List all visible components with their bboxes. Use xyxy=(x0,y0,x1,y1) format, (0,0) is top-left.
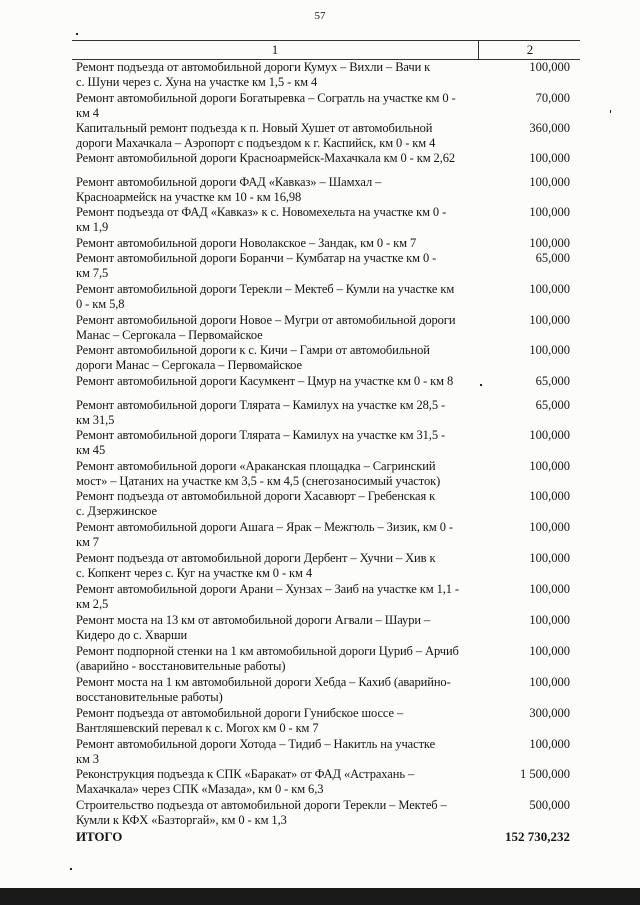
row-value: 65,000 xyxy=(535,251,570,265)
total-label: ИТОГО xyxy=(76,829,123,844)
row-value: 100,000 xyxy=(529,236,570,250)
total-value: 152 730,232 xyxy=(505,829,570,844)
row-value: 100,000 xyxy=(529,737,570,751)
row-value: 100,000 xyxy=(529,613,570,627)
row-value: 100,000 xyxy=(529,282,570,296)
row-name: Ремонт автомобильной дороги Касумкент – Цмур на участке км 0 - км 8 xyxy=(76,374,454,388)
column-header-2: 2 xyxy=(478,41,581,59)
row-value: 100,000 xyxy=(529,428,570,442)
row-name: Ремонт автомобильной дороги Новое – Мугри от автомобильной дороги Манас – Сергокала – Первомайское xyxy=(76,313,456,342)
row-value: 1 500,000 xyxy=(520,767,570,781)
row-name: Ремонт автомобильной дороги Тлярата – Камилух на участке км 31,5 - км 45 xyxy=(76,428,446,457)
row-value: 100,000 xyxy=(529,551,570,565)
scan-speck xyxy=(70,868,72,870)
row-name: Ремонт автомобильной дороги ФАД «Кавказ» – Шамхал – Красноармейск на участке км 10 - км 16,98 xyxy=(76,175,382,204)
row-value: 65,000 xyxy=(535,398,570,412)
row-value: 360,000 xyxy=(529,121,570,135)
row-value: 100,000 xyxy=(529,343,570,357)
scan-edge-band xyxy=(0,888,640,905)
row-name: Ремонт автомобильной дороги Боранчи – Кумбатар на участке км 0 - км 7,5 xyxy=(76,251,437,280)
row-name: Ремонт автомобильной дороги Терекли – Мектеб – Кумли на участке км 0 - км 5,8 xyxy=(76,282,455,311)
row-value: 65,000 xyxy=(535,374,570,388)
row-value: 100,000 xyxy=(529,675,570,689)
row-value: 100,000 xyxy=(529,205,570,219)
row-name: Ремонт автомобильной дороги Хотода – Тидиб – Накитль на участке км 3 xyxy=(76,737,436,766)
row-name: Реконструкция подъезда к СПК «Баракат» от ФАД «Астрахань – Махачкала» через СПК «Мазада», км 0 - км 6,3 xyxy=(76,767,415,796)
row-value: 300,000 xyxy=(529,706,570,720)
row-name: Ремонт моста на 1 км автомобильной дороги Хебда – Кахиб (аварийно- восстановительные работы) xyxy=(76,675,451,704)
page-number: 57 xyxy=(314,10,326,22)
row-value: 100,000 xyxy=(529,644,570,658)
row-name: Ремонт автомобильной дороги «Араканская площадка – Сагринский мост» – Цатаних на участке км 3,5 - км 4,5 (снегозаносимый участок) xyxy=(76,459,441,488)
row-name: Ремонт автомобильной дороги Новолакское – Зандак, км 0 - км 7 xyxy=(76,236,417,250)
row-value: 100,000 xyxy=(529,151,570,165)
row-name: Ремонт автомобильной дороги Богатыревка – Согратль на участке км 0 - км 4 xyxy=(76,91,456,120)
row-name: Ремонт автомобильной дороги Арани – Хунзах – Заиб на участке км 1,1 - км 2,5 xyxy=(76,582,459,611)
column-header-1: 1 xyxy=(271,42,279,57)
row-name: Ремонт моста на 13 км от автомобильной дороги Агвали – Шаури – Кидеро до с. Хварши xyxy=(76,613,431,642)
row-name: Строительство подъезда от автомобильной дороги Терекли – Мектеб – Кумли к КФХ «Базторгай», км 0 - км 1,3 xyxy=(76,798,447,827)
row-value: 100,000 xyxy=(529,60,570,74)
row-name: Ремонт подъезда от автомобильной дороги Дербент – Хучни – Хив к с. Копкент через с. Куг на участке км 0 - км 4 xyxy=(76,551,436,580)
row-name: Ремонт автомобильной дороги Тлярата – Камилух на участке км 28,5 - км 31,5 xyxy=(76,398,446,427)
row-name: Ремонт подпорной стенки на 1 км автомобильной дороги Цуриб – Арчиб (аварийно - восстановительные работы) xyxy=(76,644,459,673)
row-value: 100,000 xyxy=(529,175,570,189)
row-value: 70,000 xyxy=(535,91,570,105)
row-value: 100,000 xyxy=(529,489,570,503)
row-name: Капитальный ремонт подъезда к п. Новый Хушет от автомобильной дороги Махачкала – Аэропорт с подъездом к г. Каспийск, км 0 - км 4 xyxy=(76,121,436,150)
row-name: Ремонт автомобильной дороги Красноармейск-Махачкала км 0 - км 2,62 xyxy=(76,151,456,165)
row-name: Ремонт автомобильной дороги Ашага – Ярак – Межгюль – Зизик, км 0 - км 7 xyxy=(76,520,453,549)
row-name: Ремонт подъезда от ФАД «Кавказ» к с. Новомехельта на участке км 0 - км 1,9 xyxy=(76,205,447,234)
row-name: Ремонт подъезда от автомобильной дороги Гунибское шоссе – Вантляшевский перевал к с. Могох км 0 - км 7 xyxy=(76,706,404,735)
row-value: 100,000 xyxy=(529,459,570,473)
row-value: 500,000 xyxy=(529,798,570,812)
row-value: 100,000 xyxy=(529,520,570,534)
row-value: 100,000 xyxy=(529,313,570,327)
row-value: 100,000 xyxy=(529,582,570,596)
row-name: Ремонт подъезда от автомобильной дороги Хасавюрт – Гребенская к с. Дзержинское xyxy=(76,489,436,518)
row-name: Ремонт подъезда от автомобильной дороги Кумух – Вихли – Вачи к с. Шуни через с. Хуна на участке км 1,5 - км 4 xyxy=(76,60,431,89)
row-name: Ремонт автомобильной дороги к с. Кичи – Гамри от автомобильной дороги Манас – Сергокала – Первомайское xyxy=(76,343,430,372)
